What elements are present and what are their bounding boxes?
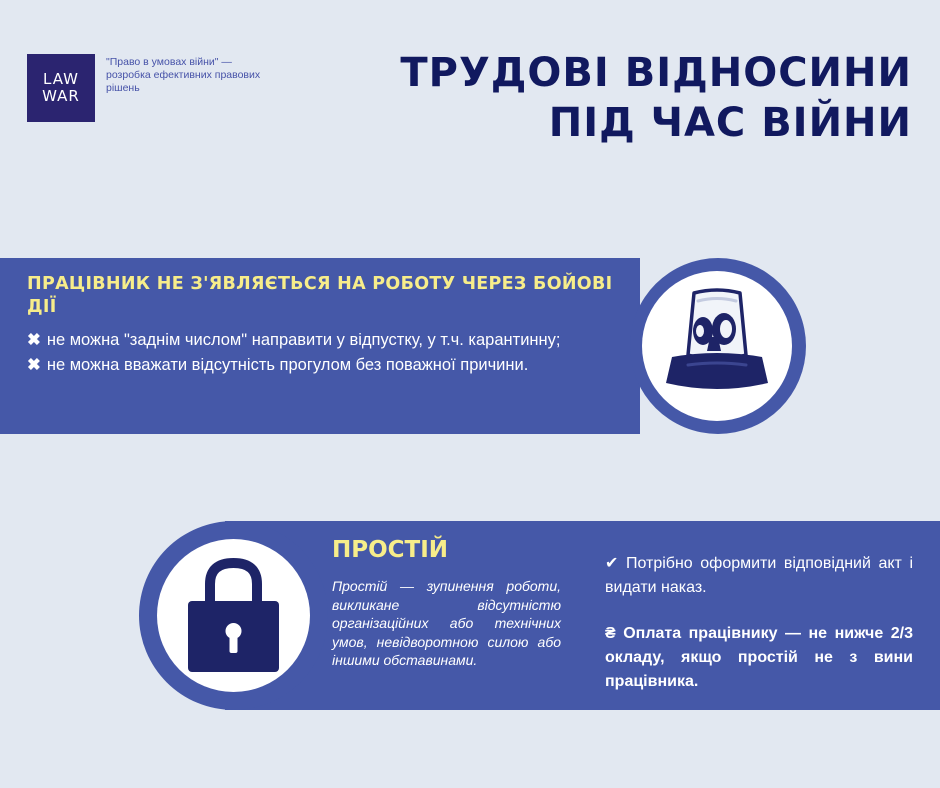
law-war-logo xyxy=(27,54,95,122)
section-absence-bullets xyxy=(27,328,625,378)
action-text: Потрібно оформити відповідний акт і видати наказ. xyxy=(605,555,913,596)
siren-icon xyxy=(642,271,792,421)
padlock-icon xyxy=(157,539,310,692)
downtime-details xyxy=(605,552,913,694)
tagline: "Право в умовах війни" — розробка ефективних правових рішень xyxy=(106,56,261,94)
downtime-definition: Простій — зупинення роботи, викликане відсутністю організаційних або технічних умов, невідворотною силою або іншими обставинами. xyxy=(332,578,561,668)
check-icon: ✔ xyxy=(605,555,619,572)
bullet-text: не можна вважати відсутність прогулом без поважної причини. xyxy=(46,356,529,374)
downtime-pay xyxy=(605,622,913,694)
page-title xyxy=(400,48,912,148)
list-item xyxy=(27,328,625,353)
section-absence-icon-circle xyxy=(642,271,792,421)
cross-icon: ✖ xyxy=(27,356,41,374)
section-downtime-heading: ПРОСТІЙ xyxy=(332,537,449,563)
section-absence-heading: ПРАЦІВНИК НЕ З'ЯВЛЯЄТЬСЯ НА РОБОТУ ЧЕРЕЗ БОЙОВІ ДІЇ xyxy=(27,274,613,317)
section-downtime-icon-circle xyxy=(157,539,310,692)
hryvnia-icon: ₴ xyxy=(605,625,616,642)
cross-icon: ✖ xyxy=(27,331,41,349)
title-line-2: ПІД ЧАС ВІЙНИ xyxy=(548,100,912,146)
logo-line-1: LAW xyxy=(43,70,79,88)
downtime-action xyxy=(605,552,913,600)
list-item xyxy=(27,353,625,378)
bullet-text: не можна "заднім числом" направити у відпустку, у т.ч. карантинну; xyxy=(46,331,561,349)
logo-line-2: WAR xyxy=(42,87,80,105)
title-line-1: ТРУДОВІ ВІДНОСИНИ xyxy=(400,50,912,96)
pay-text: Оплата працівнику — не нижче 2/3 окладу, якщо простій не з вини працівника. xyxy=(605,625,913,690)
